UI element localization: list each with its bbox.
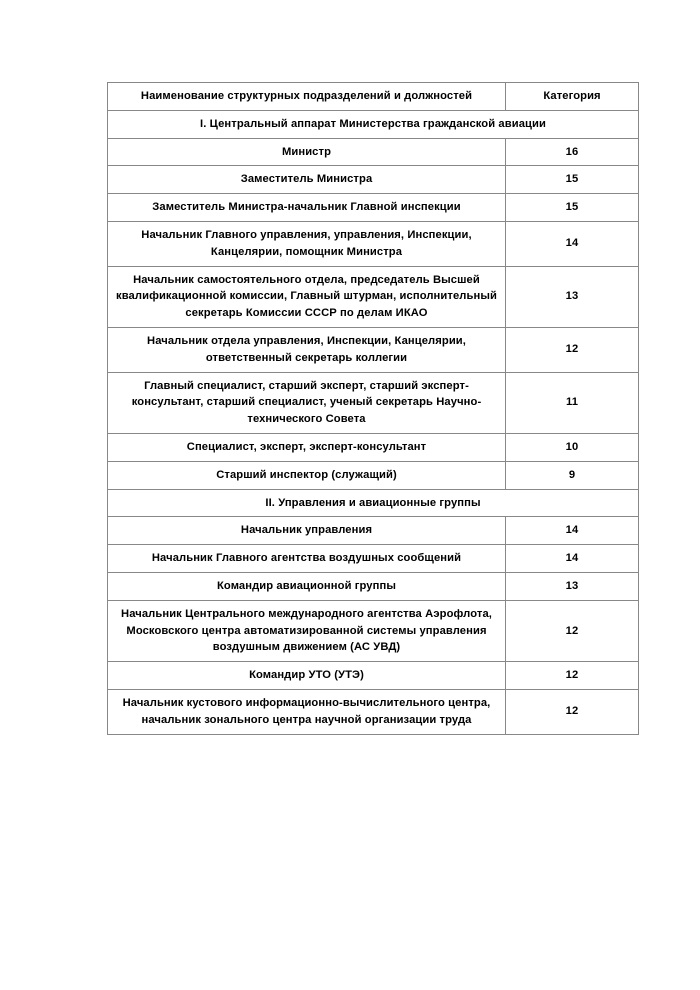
table-row — [108, 166, 639, 194]
table-header-row — [108, 83, 639, 111]
row-category: 10 — [506, 433, 639, 461]
table-row — [108, 138, 639, 166]
row-category: 14 — [506, 221, 639, 266]
table-section-row — [108, 110, 639, 138]
row-category: 12 — [506, 600, 639, 661]
table-row — [108, 662, 639, 690]
row-name: Командир авиационной группы — [108, 572, 506, 600]
row-category: 12 — [506, 327, 639, 372]
row-name: Старший инспектор (служащий) — [108, 461, 506, 489]
table-row — [108, 266, 639, 327]
row-category: 9 — [506, 461, 639, 489]
row-name: Начальник самостоятельного отдела, председатель Высшей квалификационной комиссии, Главный штурман, исполнительный секретарь Комиссии СССР по делам ИКАО — [108, 266, 506, 327]
row-category: 11 — [506, 372, 639, 433]
table-row — [108, 221, 639, 266]
row-category: 14 — [506, 517, 639, 545]
positions-category-table — [107, 82, 639, 735]
row-name: Начальник Главного управления, управления, Инспекции, Канцелярии, помощник Министра — [108, 221, 506, 266]
header-cell-name: Наименование структурных подразделений и должностей — [108, 83, 506, 111]
table-container — [107, 82, 612, 735]
table-row — [108, 600, 639, 661]
row-category: 15 — [506, 166, 639, 194]
row-name: Начальник кустового информационно-вычислительного центра, начальник зонального центра научной организации труда — [108, 689, 506, 734]
table-row — [108, 689, 639, 734]
row-name: Министр — [108, 138, 506, 166]
row-category: 12 — [506, 689, 639, 734]
table-row — [108, 517, 639, 545]
row-category: 12 — [506, 662, 639, 690]
row-category: 13 — [506, 266, 639, 327]
table-row — [108, 545, 639, 573]
row-name: Начальник Главного агентства воздушных сообщений — [108, 545, 506, 573]
row-name: Командир УТО (УТЭ) — [108, 662, 506, 690]
row-name: Начальник отдела управления, Инспекции, Канцелярии, ответственный секретарь коллегии — [108, 327, 506, 372]
table-row — [108, 572, 639, 600]
row-name: Специалист, эксперт, эксперт-консультант — [108, 433, 506, 461]
table-row — [108, 194, 639, 222]
table-row — [108, 461, 639, 489]
row-category: 13 — [506, 572, 639, 600]
row-name: Начальник Центрального международного агентства Аэрофлота, Московского центра автоматизированной системы управления воздушным движением (АС УВД) — [108, 600, 506, 661]
table-section-row — [108, 489, 639, 517]
row-category: 14 — [506, 545, 639, 573]
row-category: 16 — [506, 138, 639, 166]
row-name: Начальник управления — [108, 517, 506, 545]
table-body — [108, 83, 639, 735]
row-category: 15 — [506, 194, 639, 222]
header-cell-category: Категория — [506, 83, 639, 111]
row-name: Главный специалист, старший эксперт, старший эксперт-консультант, старший специалист, ученый секретарь Научно-технического Совета — [108, 372, 506, 433]
table-row — [108, 372, 639, 433]
table-row — [108, 433, 639, 461]
row-name: Заместитель Министра-начальник Главной инспекции — [108, 194, 506, 222]
section-title: I. Центральный аппарат Министерства гражданской авиации — [108, 110, 639, 138]
row-name: Заместитель Министра — [108, 166, 506, 194]
table-row — [108, 327, 639, 372]
section-title: II. Управления и авиационные группы — [108, 489, 639, 517]
